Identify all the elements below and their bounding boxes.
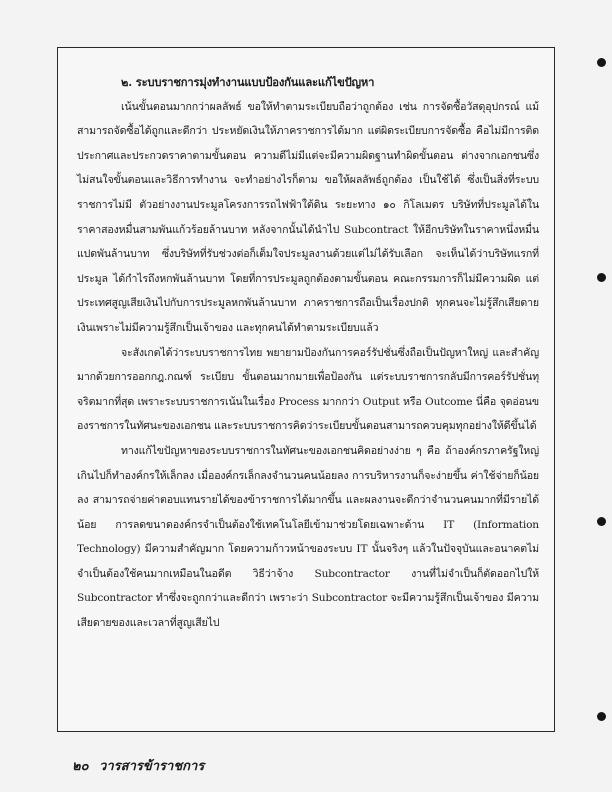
binder-hole-mark xyxy=(597,58,606,67)
paragraph-1: เน้นขั้นตอนมากกว่าผลลัพธ์ ขอให้ทำตามระเบียบถือว่าถูกต้อง เช่น การจัดซื้อวัสดุอุปกรณ์ แม้สามารถจัดซื้อได้ถูกและดีกว่า ประหยัดเงินให้ภาคราชการได้มาก แต่ผิดระเบียบการจัดซื้อ คือไม่มีการติดประกาศและประกวดราคาตามขั้นตอน ความดีไม่มีแต่จะมีความผิดฐานทำผิดขั้นตอน ต่างจากเอกชนซึ่งไม่สนใจขั้นตอนและวิธีการทำงาน จะทำอย่างไรก็ตาม ขอให้ผลลัพธ์ถูกต้อง เป็นใช้ได้ ซึ่งเป็นสิ่งที่ระบบราชการไม่มี ตัวอย่างงานประมูลโครงการรถไฟฟ้าใต้ดิน ระยะทาง ๑๐ กิโลเมตร บริษัทที่ประมูลได้ในราคาสองหมื่นสามพันแก้วร้อยล้านบาท หลังจากนั้นได้นำไป Subcontract ให้อีกบริษัทในราคาหนึ่งหมื่นแปดพันล้านบาท ซึ่งบริษัทที่รับช่วงต่อก็เต็มใจประมูลงานด้วยแต่ไม่ได้รับเลือก จะเห็นได้ว่าบริษัทแรกที่ประมูล ได้กำไรถึงหกพันล้านบาท โดยที่การประมูลถูกต้องตามขั้นตอน คณะกรรมการก็ไม่มีความผิด แต่ประเทศสูญเสียเงินไปกับการประมูลหกพันล้านบาท ภาคราชการถือเป็นเรื่องปกติ ทุกคนจะไม่รู้สึกเสียดายเงินเพราะไม่มีความรู้สึกเป็นเจ้าของ และทุกคนได้ทำตามระเบียบแล้ว xyxy=(77,100,539,334)
section-heading: ๒. ระบบราชการมุ่งทำงานแบบป้องกันและแก้ไขปัญหา xyxy=(121,75,375,89)
binder-hole-mark xyxy=(597,517,606,526)
paragraph-2: จะสังเกตได้ว่าระบบราชการไทย พยายามป้องกันการคอร์รัปชั่นซึ่งถือเป็นปัญหาใหญ่ และสำคัญมากด้วยการออกกฎ.กณฑ์ ระเบียบ ขั้นตอนมากมายเพื่อป้องกัน แต่ระบบราชการกลับมีการคอร์รัปชั่นทุจริตมากที่สุด เพราะระบบราชการเน้นในเรื่อง Process มากกว่า Output หรือ Outcome นี่คือ จุดอ่อนของราชการในทัศนะของเอกชน และระบบราชการคิดว่าระเบียบขั้นตอนสามารถควบคุมทุกอย่างให้ดีขึ้นได้ xyxy=(77,346,539,433)
text-frame xyxy=(57,47,555,732)
binder-hole-mark xyxy=(597,712,606,721)
page-number: ๒๐ xyxy=(72,759,89,774)
binder-hole-mark xyxy=(597,273,606,282)
page-footer xyxy=(72,755,204,776)
publication-name: วารสารข้าราชการ xyxy=(99,759,205,774)
paragraph-3: ทางแก้ไขปัญหาของระบบราชการในทัศนะของเอกชนคิดอย่างง่าย ๆ คือ ถ้าองค์กรภาครัฐใหญ่เกินไปก็ทำองค์กรให้เล็กลง เมื่อองค์กรเล็กลงจำนวนคนน้อยลง การบริหารงานก็จะง่ายขึ้น ค่าใช้จ่ายก็น้อยลง สามารถจ่ายค่าตอบแทนรายได้ของข้าราชการได้มากขึ้น และผลงานจะดีกว่าจำนวนคนมากที่มีรายได้น้อย การลดขนาดองค์กรจำเป็นต้องใช้เทคโนโลยีเข้ามาช่วยโดยเฉพาะด้าน IT (Information Technology) มีความสำคัญมาก โดยความก้าวหน้าของระบบ IT นั้นจริงๆ แล้วในปัจจุบันและอนาคตไม่จำเป็นต้องใช้คนมากเหมือนในอดีต วิธีว่าจ้าง Subcontractor งานที่ไม่จำเป็นก็ตัดออกไปให้ Subcontractor ทำซึ่งจะถูกกว่าและดีกว่า เพราะว่า Subcontractor จะมีความรู้สึกเป็นเจ้าของ มีความเสียดายของและเวลาที่สูญเสียไป xyxy=(77,444,539,630)
body-text xyxy=(77,70,539,636)
